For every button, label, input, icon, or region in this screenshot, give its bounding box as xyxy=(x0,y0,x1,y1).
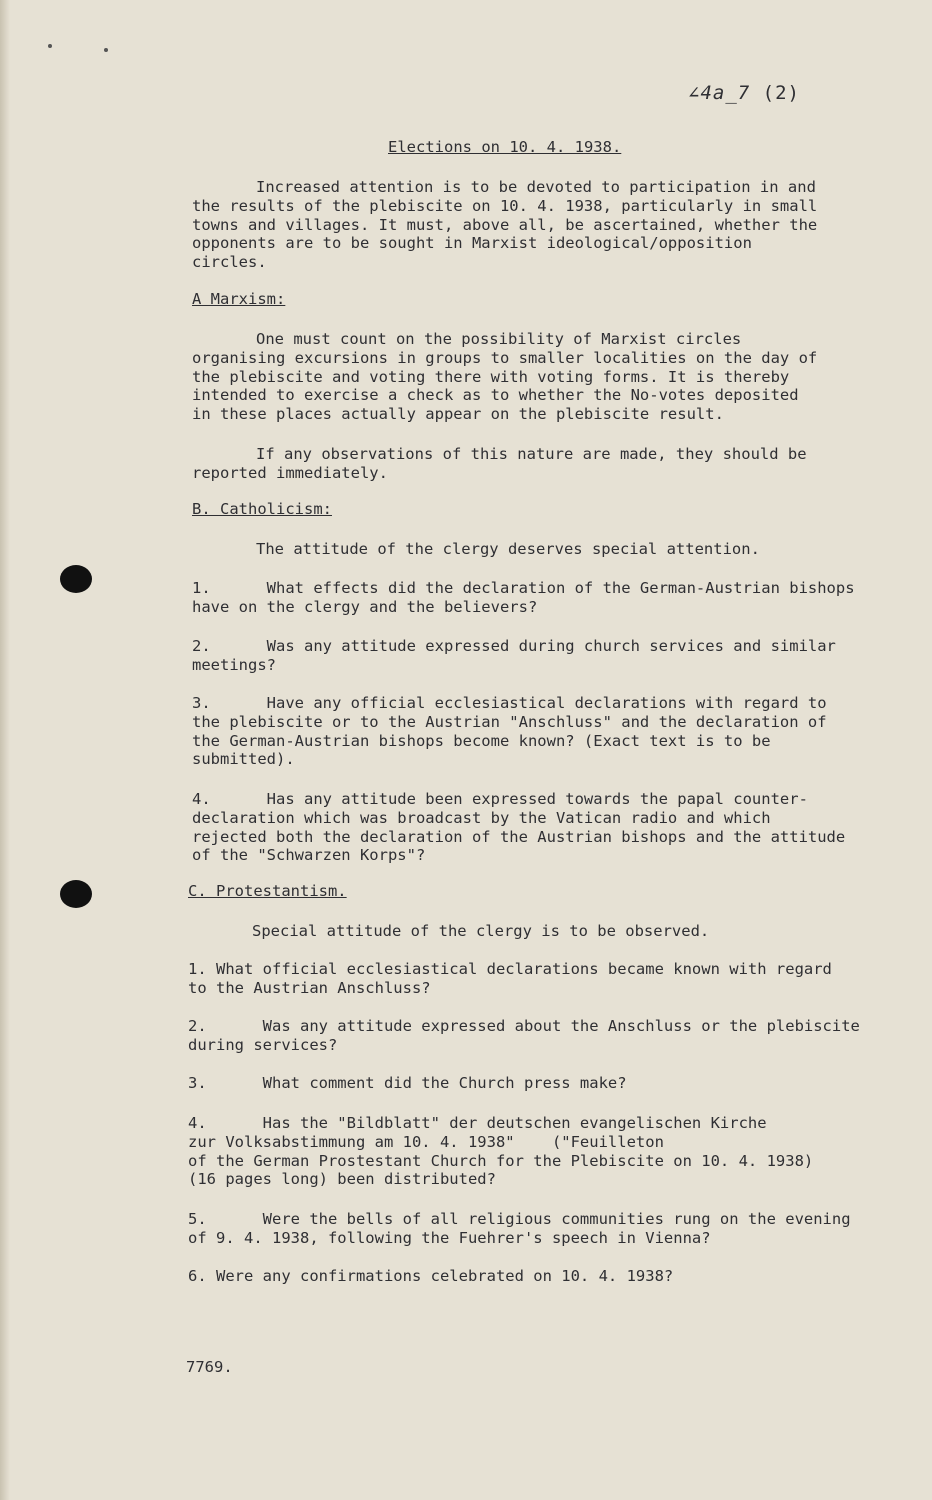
section-a-paragraph-2 xyxy=(192,445,872,483)
section-c-item-1: 1. What official ecclesiastical declarations became known with regard to the Austrian Anschluss? xyxy=(188,960,832,997)
page-reference xyxy=(688,82,800,104)
section-b-item-4: 4. Has any attitude been expressed towards the papal counter- declaration which was broadcast by the Vatican radio and which rejected both the declaration of the Austrian bishops and the attitude of the "Schwarzen Korps"? xyxy=(192,790,846,865)
section-b-item-3: 3. Have any official ecclesiastical declarations with regard to the plebiscite or to the Austrian "Anschluss" and the declaration of the German-Austrian bishops become known? (Exact text is to be submitted). xyxy=(192,694,827,769)
section-a-paragraph-1 xyxy=(192,330,872,424)
intro-paragraph xyxy=(192,178,872,272)
intro-text: Increased attention is to be devoted to participation in and the results of the plebiscite on 10. 4. 1938, particularly in small towns and villages. It must, above all, be ascertained, whether the opponents are to be sought in Marxist ideological/opposition circles. xyxy=(192,178,818,272)
page-title: Elections on 10. 4. 1938. xyxy=(388,138,622,156)
section-b-item-2: 2. Was any attitude expressed during church services and similar meetings? xyxy=(192,637,836,674)
section-a-heading: A Marxism: xyxy=(192,290,286,308)
ink-speck xyxy=(48,44,52,48)
page-edge-shadow xyxy=(0,0,10,1500)
ink-speck xyxy=(104,48,108,52)
section-c-lead-text: Special attitude of the clergy is to be observed. xyxy=(252,922,710,940)
punch-hole-upper xyxy=(60,565,92,593)
section-a-p1-text: One must count on the possibility of Marxist circles organising excursions in groups to smaller localities on the day of the plebiscite and voting there with voting forms. It is thereby intended to exercise a check as to whether the No-votes deposited in these places actually appear on the plebiscite result. xyxy=(192,330,818,424)
punch-hole-lower xyxy=(60,880,92,908)
section-b-heading: B. Catholicism: xyxy=(192,500,332,518)
section-c-lead xyxy=(188,922,868,941)
section-c-item-6: 6. Were any confirmations celebrated on 10. 4. 1938? xyxy=(188,1267,674,1285)
section-c-item-5: 5. Were the bells of all religious communities rung on the evening of 9. 4. 1938, following the Fuehrer's speech in Vienna? xyxy=(188,1210,851,1247)
section-c-item-4: 4. Has the "Bildblatt" der deutschen evangelischen Kirche zur Volksabstimmung am 10. 4. 1938" ("Feuilleton of the German Prostestant Church for the Plebiscite on 10. 4. 1938) (16 pages long) been distributed? xyxy=(188,1114,814,1189)
section-b-lead xyxy=(192,540,872,559)
section-b-item-1: 1. What effects did the declaration of the German-Austrian bishops have on the clergy and the believers? xyxy=(192,579,855,616)
section-c-item-3: 3. What comment did the Church press make? xyxy=(188,1074,627,1092)
document-number: 7769. xyxy=(186,1358,233,1376)
section-b-lead-text: The attitude of the clergy deserves special attention. xyxy=(256,540,760,558)
page-ref-box: ∠4a_7 xyxy=(688,82,751,104)
section-a-p2-text: If any observations of this nature are made, they should be reported immediately. xyxy=(192,445,807,482)
section-c-heading: C. Protestantism. xyxy=(188,882,347,900)
section-c-item-2: 2. Was any attitude expressed about the Anschluss or the plebiscite during services? xyxy=(188,1017,860,1054)
page-ref-number: (2) xyxy=(762,82,800,104)
